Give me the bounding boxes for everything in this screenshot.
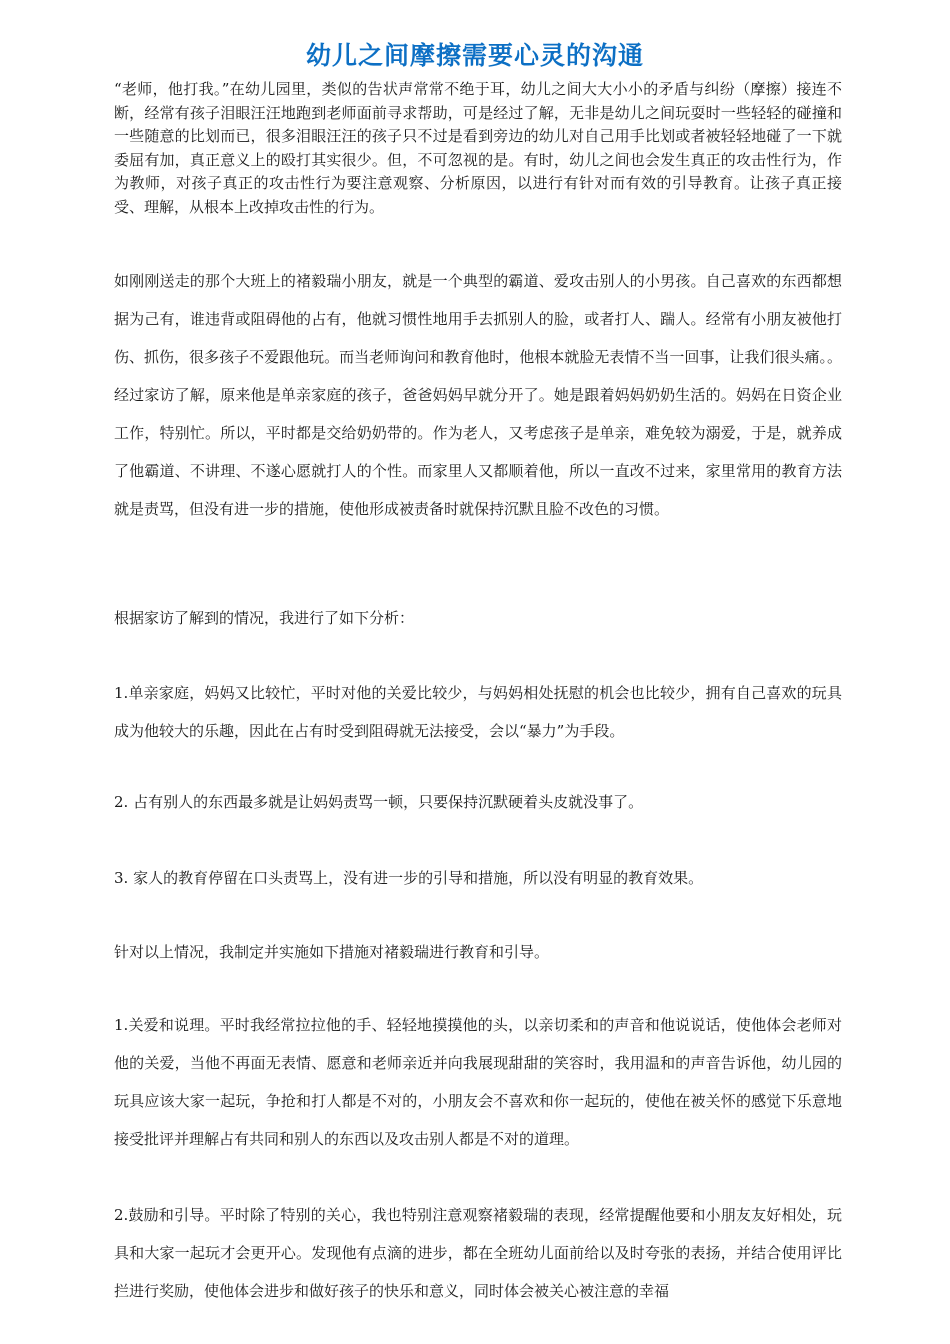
paragraph-analysis-3: 3. 家人的教育停留在口头责骂上，没有进一步的引导和措施，所以没有明显的教育效果。 [114, 869, 704, 887]
document-title: 幼儿之间摩擦需要心灵的沟通 [305, 41, 644, 70]
paragraph-analysis-intro: 根据家访了解到的情况，我进行了如下分析： [114, 609, 415, 627]
paragraph-case: 如刚刚送走的那个大班上的褚毅瑞小朋友，就是一个典型的霸道、爱攻击别人的小男孩。自己喜欢的东西都想据为己有，谁违背或阻碍他的占有，他就习惯性地用手去抓别人的脸，或者打人、踹人。经常有小朋友被他打伤、抓伤，很多孩子不爱跟他玩。而当老师询问和教育他时，他根本就脸无表情不当一回事，让我们很头痛。。经过家访了解，原来他是单亲家庭的孩子，爸爸妈妈早就分开了。她是跟着妈妈奶奶生活的。妈妈在日资企业工作，特别忙。所以，平时都是交给奶奶带的。作为老人，又考虑孩子是单亲，难免较为溺爱，于是，就养成了他霸道、不讲理、不遂心愿就打人的个性。而家里人又都顺着他，所以一直改不过来，家里常用的教育方法就是责骂，但没有进一步的措施，使他形成被责备时就保持沉默且脸不改色的习惯。 [114, 272, 842, 518]
paragraph-measure-2: 2.鼓励和引导。平时除了特别的关心，我也特别注意观察褚毅瑞的表现，经常提醒他要和小朋友友好相处，玩具和大家一起玩才会更开心。发现他有点滴的进步，都在全班幼儿面前给以及时夸张的表扬，并结合使用评比拦进行奖励，使他体会进步和做好孩子的快乐和意义，同时体会被关心被注意的幸福 [114, 1206, 842, 1300]
paragraph-analysis-2: 2. 占有别人的东西最多就是让妈妈责骂一顿，只要保持沉默硬着头皮就没事了。 [114, 793, 644, 811]
paragraph-analysis-1: 1.单亲家庭，妈妈又比较忙，平时对他的关爱比较少，与妈妈相处抚慰的机会也比较少，拥有自己喜欢的玩具成为他较大的乐趣，因此在占有时受到阻碍就无法接受，会以“暴力”为手段。 [114, 684, 842, 740]
paragraph-measure-1: 1.关爱和说理。平时我经常拉拉他的手、轻轻地摸摸他的头，以亲切柔和的声音和他说说话，使他体会老师对他的关爱，当他不再面无表情、愿意和老师亲近并向我展现甜甜的笑容时，我用温和的声音告诉他，幼儿园的玩具应该大家一起玩，争抢和打人都是不对的，小朋友会不喜欢和你一起玩的，使他在被关怀的感觉下乐意地接受批评并理解占有共同和别人的东西以及攻击别人都是不对的道理。 [114, 1016, 842, 1148]
paragraph-measures-intro: 针对以上情况，我制定并实施如下措施对褚毅瑞进行教育和引导。 [114, 943, 550, 961]
paragraph-intro: “老师，他打我。”在幼儿园里，类似的告状声常常不绝于耳，幼儿之间大大小小的矛盾与纠纷（摩擦）接连不断，经常有孩子泪眼汪汪地跑到老师面前寻求帮助，可是经过了解，无非是幼儿之间玩耍时一些轻轻的碰撞和一些随意的比划而已，很多泪眼汪汪的孩子只不过是看到旁边的幼儿对自己用手比划或者被轻轻地碰了一下就委屈有加，真正意义上的殴打其实很少。但，不可忽视的是。有时，幼儿之间也会发生真正的攻击性行为，作为教师，对孩子真正的攻击性行为要注意观察、分析原因，以进行有针对而有效的引导教育。让孩子真正接受、理解，从根本上改掉攻击性的行为。 [114, 80, 842, 216]
